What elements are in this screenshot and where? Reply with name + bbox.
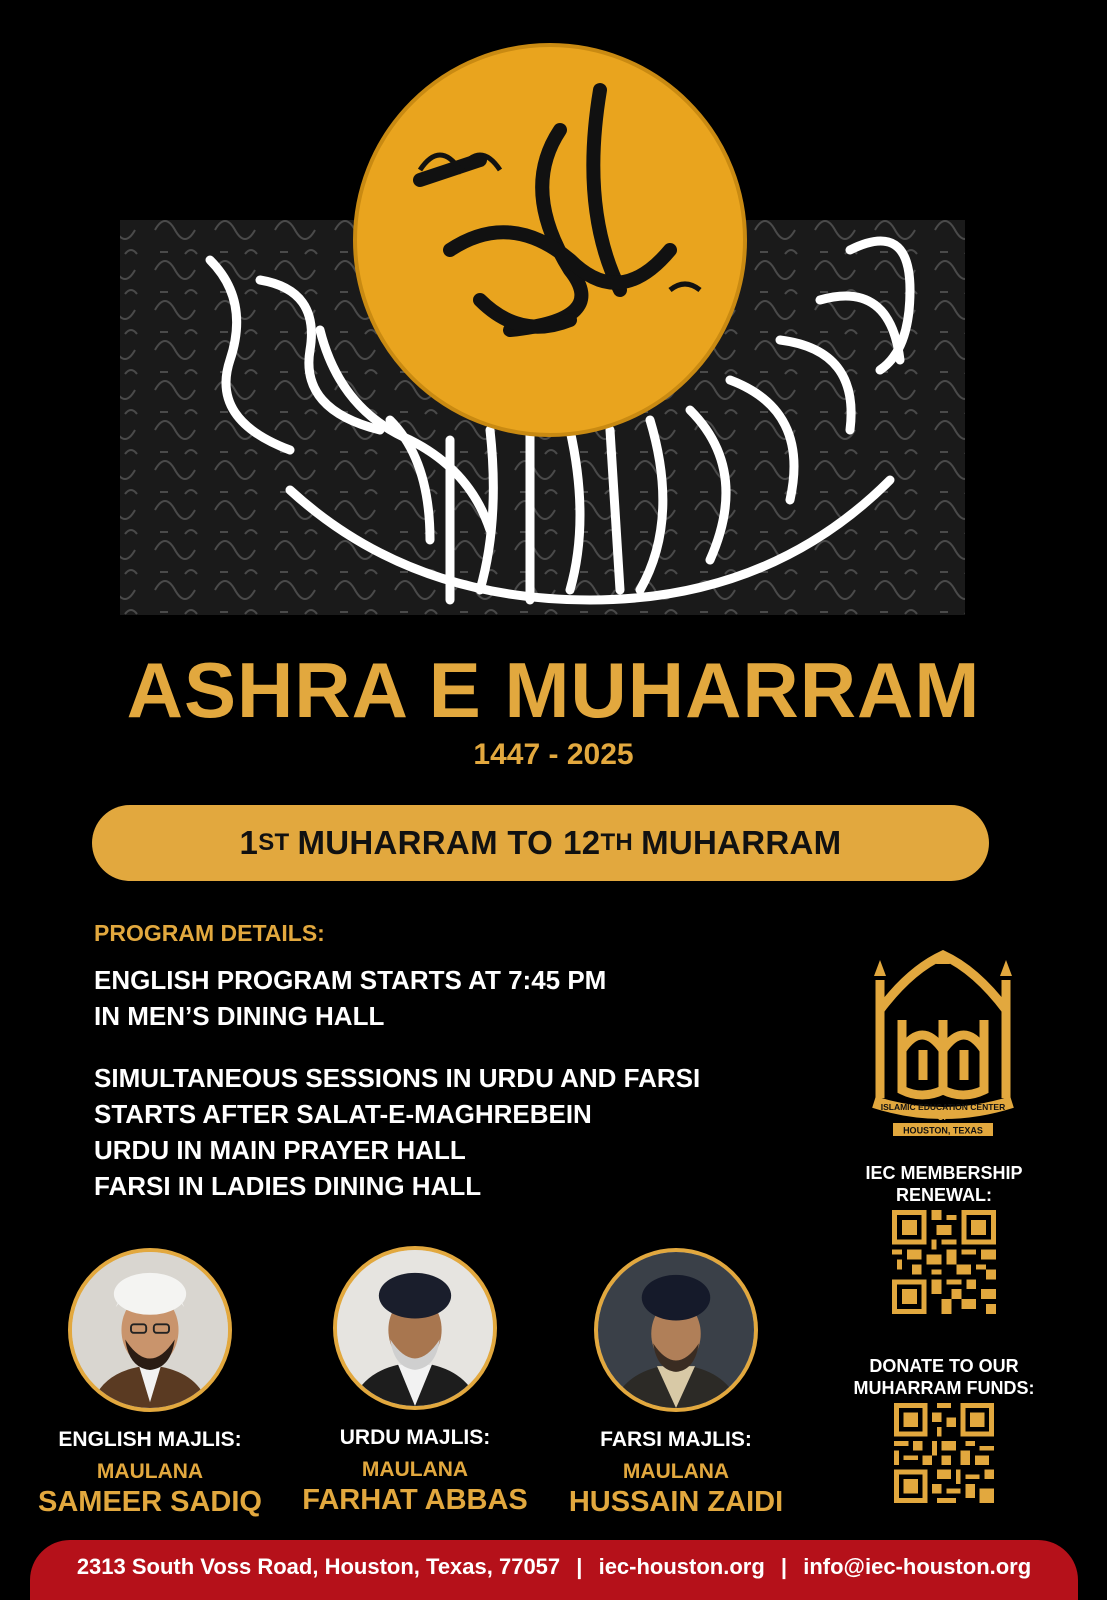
- program-line: IN MEN’S DINING HALL: [94, 1001, 385, 1031]
- program-line: FARSI IN LADIES DINING HALL: [94, 1171, 482, 1201]
- date-range-banner: [92, 805, 989, 881]
- speaker-title: MAULANA: [622, 1460, 730, 1483]
- email-link[interactable]: info@iec-houston.org: [803, 1554, 1032, 1579]
- speaker-name: SAMEER SADIQ: [38, 1486, 262, 1518]
- donate-qr-code[interactable]: [894, 1403, 994, 1503]
- qr-code-icon: [892, 1210, 996, 1314]
- simultaneous-sessions-info: [94, 1060, 700, 1204]
- separator: |: [780, 1554, 788, 1579]
- start-day: 1: [239, 824, 259, 861]
- logo-text-2: OF: [937, 1113, 949, 1122]
- event-years: 1447 - 2025: [473, 738, 634, 771]
- speaker-title: MAULANA: [96, 1460, 204, 1483]
- calligraphy-artwork: [90, 0, 1017, 650]
- program-line: ENGLISH PROGRAM STARTS AT 7:45 PM: [94, 965, 607, 995]
- qr-label-line: IEC MEMBERSHIP: [865, 1163, 1023, 1183]
- end-suffix: TH: [600, 829, 634, 856]
- logo-text-3: HOUSTON, TEXAS: [903, 1125, 983, 1136]
- speaker-title: MAULANA: [361, 1458, 469, 1481]
- program-line: STARTS AFTER SALAT-E-MAGHREBEIN: [94, 1099, 592, 1129]
- program-details-label: PROGRAM DETAILS:: [94, 920, 325, 946]
- event-title: ASHRA E MUHARRAM: [126, 646, 981, 734]
- logo-text-1: ISLAMIC EDUCATION CENTER: [880, 1102, 1006, 1112]
- speaker-name: FARHAT ABBAS: [302, 1484, 528, 1516]
- program-line: URDU IN MAIN PRAYER HALL: [94, 1135, 466, 1165]
- speaker-card-urdu: [285, 1246, 545, 1517]
- start-word: MUHARRAM TO: [297, 824, 554, 861]
- end-word: MUHARRAM: [641, 824, 842, 861]
- website-link[interactable]: iec-houston.org: [598, 1554, 765, 1579]
- address: 2313 South Voss Road, Houston, Texas, 77057: [76, 1554, 561, 1579]
- calligraphy-illustration: [90, 0, 1017, 650]
- donate-qr-label: [844, 1355, 1044, 1399]
- speaker-card-farsi: [546, 1248, 806, 1519]
- qr-code-icon: [894, 1403, 994, 1503]
- qr-label-line: MUHARRAM FUNDS:: [853, 1378, 1035, 1398]
- speaker-card-english: [20, 1248, 280, 1519]
- speaker-photo: [594, 1248, 758, 1412]
- speaker-photo: [68, 1248, 232, 1412]
- speaker-photo: [333, 1246, 497, 1410]
- speaker-role: ENGLISH MAJLIS:: [58, 1428, 242, 1451]
- qr-label-line: DONATE TO OUR: [869, 1356, 1019, 1376]
- speaker-role: URDU MAJLIS:: [339, 1426, 491, 1449]
- start-suffix: ST: [258, 829, 290, 856]
- end-day: 12: [563, 824, 601, 861]
- membership-qr-label: [844, 1162, 1044, 1206]
- speaker-name: HUSSAIN ZAIDI: [568, 1486, 784, 1518]
- membership-qr-code[interactable]: [892, 1210, 996, 1314]
- iec-logo: [868, 950, 1018, 1138]
- program-line: SIMULTANEOUS SESSIONS IN URDU AND FARSI: [94, 1063, 701, 1093]
- speaker-role: FARSI MAJLIS:: [600, 1428, 752, 1451]
- english-program-info: [94, 962, 606, 1034]
- separator: |: [576, 1554, 583, 1579]
- qr-label-line: RENEWAL:: [896, 1185, 992, 1205]
- contact-footer: [30, 1540, 1078, 1600]
